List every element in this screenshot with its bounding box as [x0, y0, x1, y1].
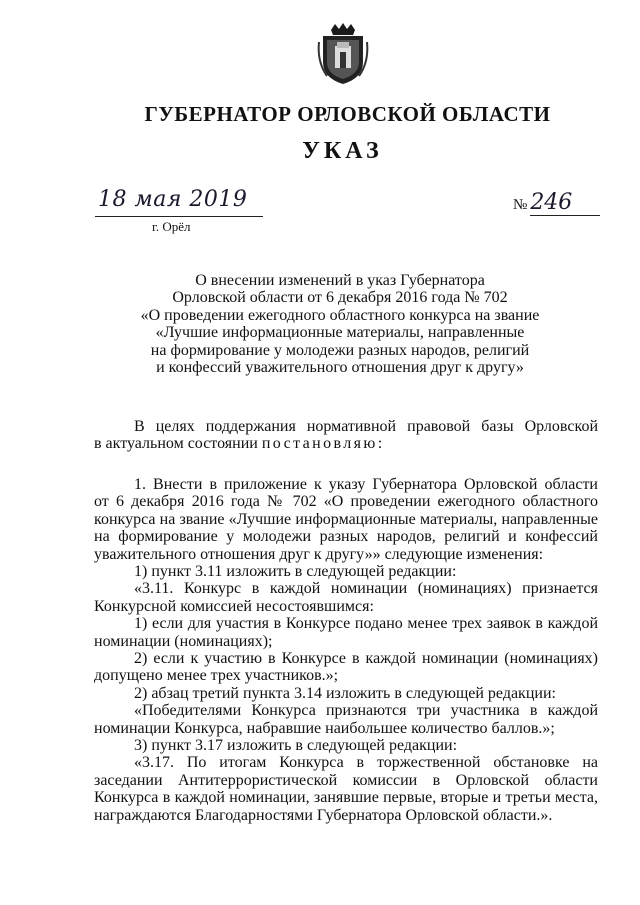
- body-line: 1. Внести в приложение к указу Губернатора Орловской области: [134, 476, 598, 493]
- preamble: [94, 418, 598, 453]
- decree-subject: [0, 272, 640, 376]
- body-line: номинации (номинациях);: [94, 632, 273, 650]
- body-line: номинации Конкурса, набравшие наибольшее количество баллов.»;: [94, 719, 555, 737]
- body-line: 3) пункт 3.17 изложить в следующей редакции:: [134, 736, 458, 754]
- preamble-line: [94, 435, 598, 452]
- subject-line: О внесении изменений в указ Губернатора: [195, 272, 485, 289]
- document-type-title: УКАЗ: [302, 138, 383, 164]
- body-line: 1) пункт 3.11 изложить в следующей редакции:: [134, 562, 457, 580]
- body-line: «3.17. По итогам Конкурса в торжественной обстановке на: [134, 754, 598, 772]
- number-underline: [530, 215, 600, 216]
- body-line: «3.11. Конкурс в каждой номинации (номинациях) признается: [134, 580, 598, 598]
- body-line: «Победителями Конкурса признаются три участника в каждой: [134, 702, 598, 720]
- document-number: [513, 190, 572, 215]
- date-underline: [95, 216, 263, 217]
- body-line: 2) если к участию в Конкурсе в каждой номинации (номинациях): [134, 649, 598, 667]
- subject-line: «Лучшие информационные материалы, направленные: [155, 324, 525, 342]
- city-label: г. Орёл: [152, 219, 191, 234]
- body-line: награждаются Благодарностями Губернатора Орловской области.».: [94, 806, 553, 824]
- preamble-colon: :: [377, 435, 383, 453]
- body-line: уважительного отношения друг к другу»» следующие изменения:: [94, 545, 544, 563]
- preamble-text: в актуальном состоянии: [94, 435, 262, 453]
- handwritten-number: 246: [530, 190, 573, 215]
- subject-line: Орловской области от 6 декабря 2016 года № 702: [172, 289, 508, 307]
- body-line: заседании Антитеррористической комиссии в Орловской области: [94, 771, 598, 789]
- body-line: допущено менее трех участников.»;: [94, 667, 339, 685]
- subject-line: «О проведении ежегодного областного конкурса на звание: [140, 306, 540, 324]
- governor-title: ГУБЕРНАТОР ОРЛОВСКОЙ ОБЛАСТИ: [144, 102, 551, 126]
- resolve-word: постановляю: [261, 435, 378, 453]
- coat-of-arms-emblem-icon: [317, 22, 369, 86]
- body-line: 2) абзац третий пункта 3.14 изложить в следующей редакции:: [134, 684, 556, 702]
- handwritten-date: 18 мая 2019: [98, 187, 248, 212]
- body-line: Конкурсной комиссией несостоявшимся:: [94, 597, 374, 615]
- body-line: на формирование у молодежи разных народов, религий и конфессий: [94, 528, 598, 546]
- preamble-line: В целях поддержания нормативной правовой базы Орловской: [134, 418, 598, 435]
- number-sign: №: [513, 197, 528, 213]
- body-line: 1) если для участия в Конкурсе подано менее трех заявок в каждой: [134, 615, 598, 633]
- subject-line: и конфессий уважительного отношения друг к другу»: [156, 359, 524, 377]
- decree-body: [94, 476, 598, 824]
- body-line: Конкурса в каждой номинации, занявшие первые, вторые и третьи места,: [94, 789, 598, 807]
- body-line: конкурса на звание «Лучшие информационные материалы, направленные: [94, 510, 598, 528]
- subject-line: на формирование у молодежи разных народов, религий: [150, 341, 530, 359]
- body-line: от 6 декабря 2016 года № 702 «О проведении ежегодного областного: [94, 493, 598, 511]
